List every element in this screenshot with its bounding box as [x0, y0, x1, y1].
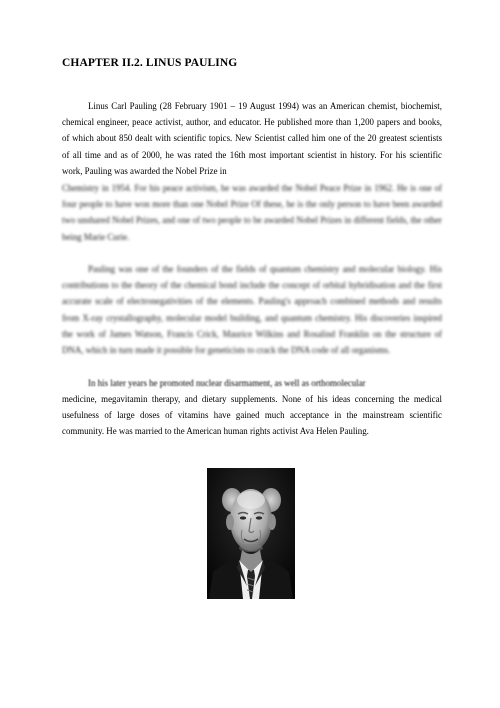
paragraph-later-years-blurred-line: In his later years he promoted nuclear disarmament, as well as orthomolecular [88, 378, 366, 388]
paragraph-quantum-chemistry-blurred: Pauling was one of the founders of the fields of quantum chemistry and molecular biology. His contributions to the theory of the chemical bond include the concept of orbital hybridisation and the first accurate scale of electronegativities of the elements. Pauling's approach combined methods and results from X-ray crystallography, molecular model building, and quantum chemistry. His discoveries inspired the work of James Watson, Francis Crick, Maurice Wilkins and Rosalind Franklin on the structure of DNA, which in turn made it possible for geneticists to crack the DNA code of all organisms. [62, 264, 442, 356]
portrait-photo [207, 468, 295, 599]
paragraph-nobel-blurred: Chemistry in 1954. For his peace activism, he was awarded the Nobel Peace Prize in 1962. He is one of four people to have won more than one Nobel Prize Of these, he is the only person to have been awarded two unshared Nobel Prizes, and one of two people to be awarded Nobel Prizes in different fields, the other being Marie Curie. [62, 183, 442, 242]
chapter-title: CHAPTER II.2. LINUS PAULING [62, 57, 238, 69]
paragraph-later-years: medicine, megavitamin therapy, and dietary supplements. None of his ideas concerning the medical usefulness of large doses of vitamins have gained much acceptance in the mainstream scientific community. He was married to the American human rights activist Ava Helen Pauling. [62, 394, 442, 437]
paragraph-intro: Linus Carl Pauling (28 February 1901 – 19 August 1994) was an American chemist, biochemist, chemical engineer, peace activist, author, and educator. He published more than 1,200 papers and books, of which about 850 dealt with scientific topics. New Scientist called him one of the 20 greatest scientists of all time and as of 2000, he was rated the 16th most important scientist in history. For his scientific work, Pauling was awarded the Nobel Prize in [62, 101, 442, 176]
portrait-image [207, 468, 295, 599]
